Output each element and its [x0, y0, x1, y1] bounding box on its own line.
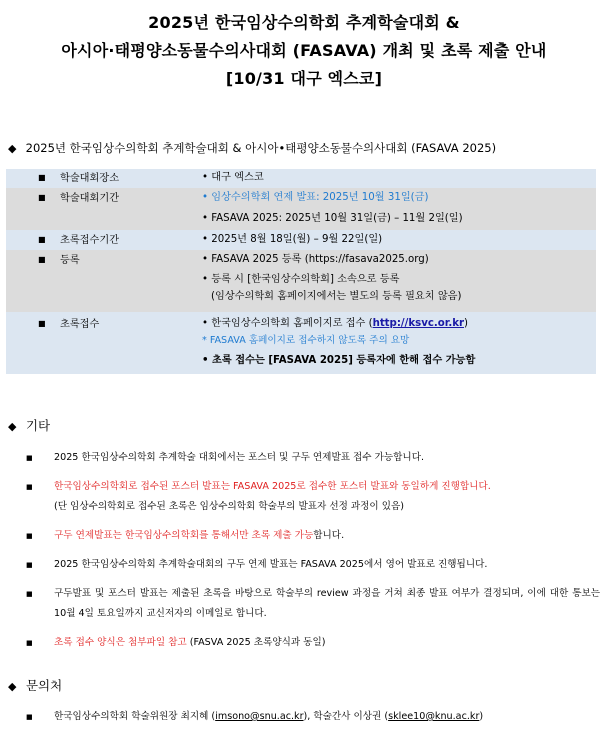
email-link-1[interactable]: imsono@snu.ac.kr: [215, 711, 304, 722]
section-2-heading: [8, 416, 50, 434]
row-label: ■ 초록접수기간: [38, 231, 119, 248]
row-value: • 임상수의학회 연제 발표: 2025년 10월 31일(금) • FASAVA 2025: 2025년 10월 31일(금) – 11월 2일(일): [202, 192, 463, 224]
square-bullet-icon: ■: [26, 532, 33, 540]
list-item: ■ 한국임상수의학회로 접수된 포스터 발표는 FASAVA 2025로 접수한 포스터 발표와 동일하게 진행합니다.: [26, 477, 600, 497]
section-2-title: 기타: [25, 418, 51, 433]
square-bullet-icon: ■: [38, 193, 46, 202]
list-item: ■ 구두 연제발표는 한국임상수의학회를 통해서만 초록 제출 가능합니다.: [26, 526, 600, 546]
row-label: ■ 등록: [38, 251, 80, 268]
contact-item: ■ 한국임상수의학회 학술위원장 최지혜 (imsono@snu.ac.kr), 학술간사 이상권 (sklee10@knu.ac.kr): [26, 707, 600, 727]
list-item: ■ 구두발표 및 포스터 발표는 제출된 초록을 바탕으로 학술부의 review 과정을 거쳐 최종 발표 여부가 결정되며, 이에 대한 통보는 10월 4일 토요일까지 교신저자의 이메일로 합니다.: [26, 584, 600, 624]
list-item-note: (단 임상수의학회로 접수된 초록은 임상수의학회 학술부의 발표자 선정 과정이 있음): [54, 501, 405, 512]
ksvc-link[interactable]: http://ksvc.or.kr: [372, 318, 464, 329]
row-value: • 대구 엑스코: [202, 172, 264, 183]
row-label: ■ 초록접수: [38, 315, 99, 332]
table-row-abstract-period: [6, 230, 596, 250]
square-bullet-icon: ■: [38, 319, 46, 328]
list-item: ■ 2025 한국임상수의학회 추계학술 대회에서는 포스터 및 구두 연제발표 접수 가능합니다.: [26, 448, 600, 468]
square-bullet-icon: ■: [38, 173, 46, 182]
square-bullet-icon: ■: [26, 561, 33, 569]
section-1-title: 2025년 한국임상수의학회 추계학술대회 & 아시아•태평양소동물수의사대회 (FASAVA 2025): [25, 141, 497, 155]
square-bullet-icon: ■: [26, 454, 33, 462]
etc-list: [26, 448, 600, 653]
contact-list: [26, 707, 600, 727]
email-link-2[interactable]: sklee10@knu.ac.kr: [388, 711, 480, 722]
row-label: ■ 학술대회장소: [38, 169, 119, 186]
info-table: [6, 169, 596, 374]
row-value: • 한국임상수의학회 홈페이지로 접수 (http://ksvc.or.kr) * FASAVA 홈페이지로 접수하지 않도록 주의 요망 • 초록 접수는 [FASAVA 2025] 등록자에 한해 접수 가능함: [202, 318, 476, 366]
title-line-2: 아시아·태평양소동물수의사대회 (FASAVA) 개최 및 초록 제출 안내: [61, 41, 547, 60]
square-bullet-icon: ■: [26, 639, 33, 647]
section-3-title: 문의처: [25, 678, 63, 693]
square-bullet-icon: ■: [38, 255, 46, 264]
table-row-period: [6, 188, 596, 230]
square-bullet-icon: ■: [26, 483, 33, 491]
diamond-bullet-icon: ◆: [8, 420, 17, 433]
list-item: ■ 2025 한국임상수의학회 추계학술대회의 구두 연제 발표는 FASAVA 2025에서 영어 발표로 진행됩니다.: [26, 555, 600, 575]
table-row-abstract-submission: [6, 312, 596, 374]
square-bullet-icon: ■: [26, 713, 33, 721]
row-value: • 2025년 8월 18일(월) – 9월 22일(일): [202, 234, 383, 245]
title-line-3: [10/31 대구 엑스코]: [225, 69, 383, 88]
square-bullet-icon: ■: [26, 590, 33, 598]
diamond-bullet-icon: ◆: [8, 680, 17, 693]
list-item: ■ 초록 접수 양식은 첨부파일 참고 (FASVA 2025 초록양식과 동일): [26, 633, 600, 653]
diamond-bullet-icon: ◆: [8, 142, 17, 155]
row-label: ■ 학술대회기간: [38, 189, 119, 206]
table-row-venue: [6, 169, 596, 188]
title-line-1: 2025년 한국임상수의학회 추계학술대회 &: [148, 13, 460, 32]
table-row-registration: [6, 250, 596, 312]
square-bullet-icon: ■: [38, 235, 46, 244]
section-3-heading: [8, 676, 62, 694]
row-value: • FASAVA 2025 등록 (https://fasava2025.org) • 등록 시 [한국임상수의학회] 소속으로 등록 (임상수의학회 홈페이지에서는 별도의 등록 필요치 않음): [202, 254, 462, 302]
section-1-heading: [8, 140, 496, 156]
